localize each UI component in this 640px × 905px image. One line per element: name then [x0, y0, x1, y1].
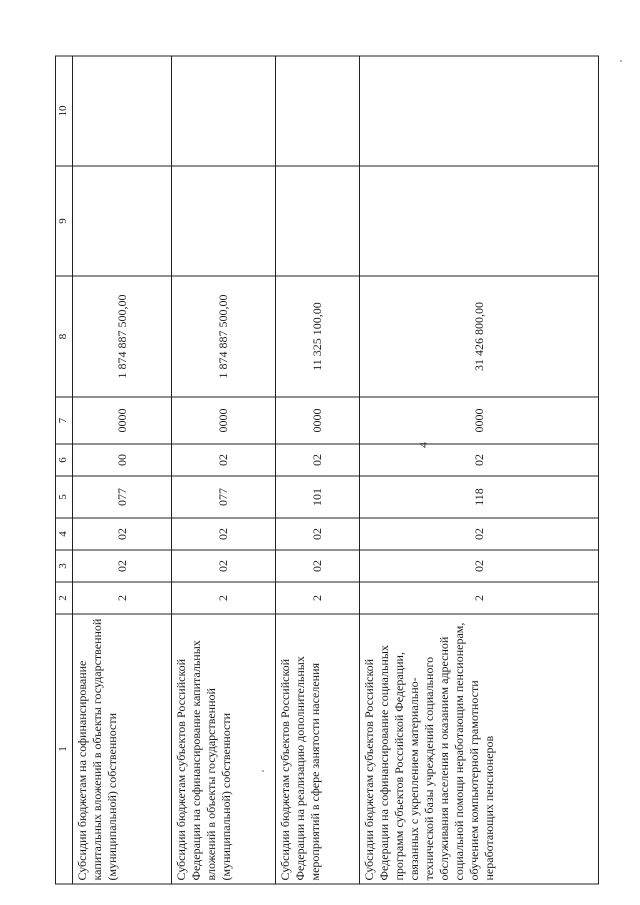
empty-cell	[276, 56, 360, 166]
code-cell: 101	[276, 476, 360, 518]
column-header: 1	[56, 614, 73, 884]
code-cell: 2	[73, 582, 172, 614]
table-header-row	[56, 56, 73, 884]
column-header: 3	[56, 550, 73, 582]
code-cell: 02	[73, 518, 172, 550]
code-cell: 118	[360, 476, 599, 518]
code-cell: 0000	[172, 397, 276, 444]
empty-cell	[360, 166, 599, 276]
budget-subsidies-table	[55, 56, 599, 885]
amount-cell: 1 874 887 500,00	[73, 276, 172, 397]
table-row	[73, 56, 172, 884]
code-cell: 2	[172, 582, 276, 614]
code-cell: 077	[172, 476, 276, 518]
empty-cell	[172, 166, 276, 276]
column-header: 7	[56, 397, 73, 444]
code-cell: 02	[172, 550, 276, 582]
page-number: 4	[416, 442, 430, 448]
column-header: 5	[56, 476, 73, 518]
empty-cell	[172, 56, 276, 166]
column-header: 10	[56, 56, 73, 166]
table-row	[172, 56, 276, 884]
scan-speck	[620, 60, 622, 62]
code-cell: 2	[360, 582, 599, 614]
code-cell: 02	[276, 518, 360, 550]
empty-cell	[276, 166, 360, 276]
table-row	[276, 56, 360, 884]
code-cell: 02	[360, 518, 599, 550]
column-header: 6	[56, 444, 73, 476]
column-header: 2	[56, 582, 73, 614]
subsidy-name-cell: Субсидии бюджетам субъектов Российской Федерации на реализацию дополнительных мероприятий в сфере занятости населения	[276, 614, 360, 884]
code-cell: 02	[73, 550, 172, 582]
empty-cell	[360, 56, 599, 166]
code-cell: 02	[360, 444, 599, 476]
column-header: 8	[56, 276, 73, 397]
code-cell: 0000	[73, 397, 172, 444]
column-header: 4	[56, 518, 73, 550]
code-cell: 2	[276, 582, 360, 614]
empty-cell	[73, 166, 172, 276]
code-cell: 02	[276, 550, 360, 582]
code-cell: 0000	[276, 397, 360, 444]
code-cell: 02	[360, 550, 599, 582]
subsidy-name-cell: Субсидии бюджетам субъектов Российской Федерации на софинансирование социальных программ субъектов Российской Федерации, связанных с укреплением материально-технической базы учреждений социального обслуживания населения и оказанием адресной социальной помощи неработающим пенсионерам, обучением компьютерной грамотности неработающих пенсионеров	[360, 614, 599, 884]
code-cell: 02	[172, 518, 276, 550]
code-cell: 00	[73, 444, 172, 476]
amount-cell: 11 325 100,00	[276, 276, 360, 397]
code-cell: 02	[172, 444, 276, 476]
subsidy-name-cell: Субсидии бюджетам на софинансирование капитальных вложений в объекты государственной (муниципальной) собственности	[73, 614, 172, 884]
scan-speck	[262, 770, 264, 772]
table-row	[360, 56, 599, 884]
code-cell: 077	[73, 476, 172, 518]
empty-cell	[73, 56, 172, 166]
column-header: 9	[56, 166, 73, 276]
amount-cell: 31 426 800,00	[360, 276, 599, 397]
subsidy-name-cell: Субсидии бюджетам субъектов Российской Федерации на софинансирование капитальных вложений в объекты государственной (муниципальной) собственности	[172, 614, 276, 884]
amount-cell: 1 874 887 500,00	[172, 276, 276, 397]
code-cell: 02	[276, 444, 360, 476]
code-cell: 0000	[360, 397, 599, 444]
